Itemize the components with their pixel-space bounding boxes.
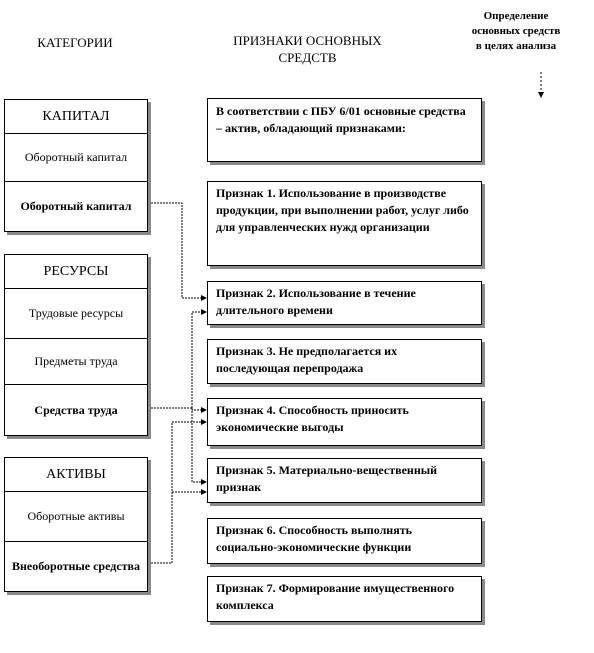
definition-header-line1: Определение [483,10,549,22]
feature-box-2: Признак 2. Использование в течение длительного времени [207,281,482,325]
assets-group [4,457,148,592]
resources-connector-up [192,312,206,408]
feature-box-4: Признак 4. Способность приносить экономические выгоды [207,398,482,446]
capital-item: Оборотный капитал [20,199,132,213]
feature-box-3: Признак 3. Не предполагается их последующая перепродажа [207,339,482,384]
definition-header-line3: в целях анализа [475,40,557,52]
resources-item: Трудовые ресурсы [5,289,147,339]
capital-connector [148,203,206,298]
resources-connector-down [192,408,206,482]
assets-item: Внеоборотные средства [11,559,141,573]
features-header-line2: СРЕДСТВ [278,50,337,65]
assets-item: Оборотные активы [5,492,147,542]
resources-item: Средства труда [34,402,118,417]
feature-box-5: Признак 5. Материально-вещественный признак [207,458,482,503]
features-header-line1: ПРИЗНАКИ ОСНОВНЫХ [233,33,382,48]
resources-title: РЕСУРСЫ [5,255,147,289]
feature-box-6: Признак 6. Способность выполнять социально-экономические функции [207,518,482,564]
assets-title: АКТИВЫ [5,458,147,492]
capital-group [4,99,148,232]
capital-item: Оборотный капитал [5,134,147,182]
definition-box: В соответствии с ПБУ 6/01 основные средства – актив, обладающий признаками: [207,98,482,162]
definition-header-line2: основных средств [471,25,561,37]
feature-box-1: Признак 1. Использование в производстве продукции, при выполнении работ, услуг либо для управленческих нужд организации [207,181,482,266]
resources-group [4,254,148,436]
categories-header: КАТЕГОРИИ [37,35,113,50]
feature-box-7: Признак 7. Формирование имущественного комплекса [207,576,482,622]
resources-connector [148,408,206,410]
resources-item: Предметы труда [5,339,147,385]
capital-title: КАПИТАЛ [5,100,147,134]
